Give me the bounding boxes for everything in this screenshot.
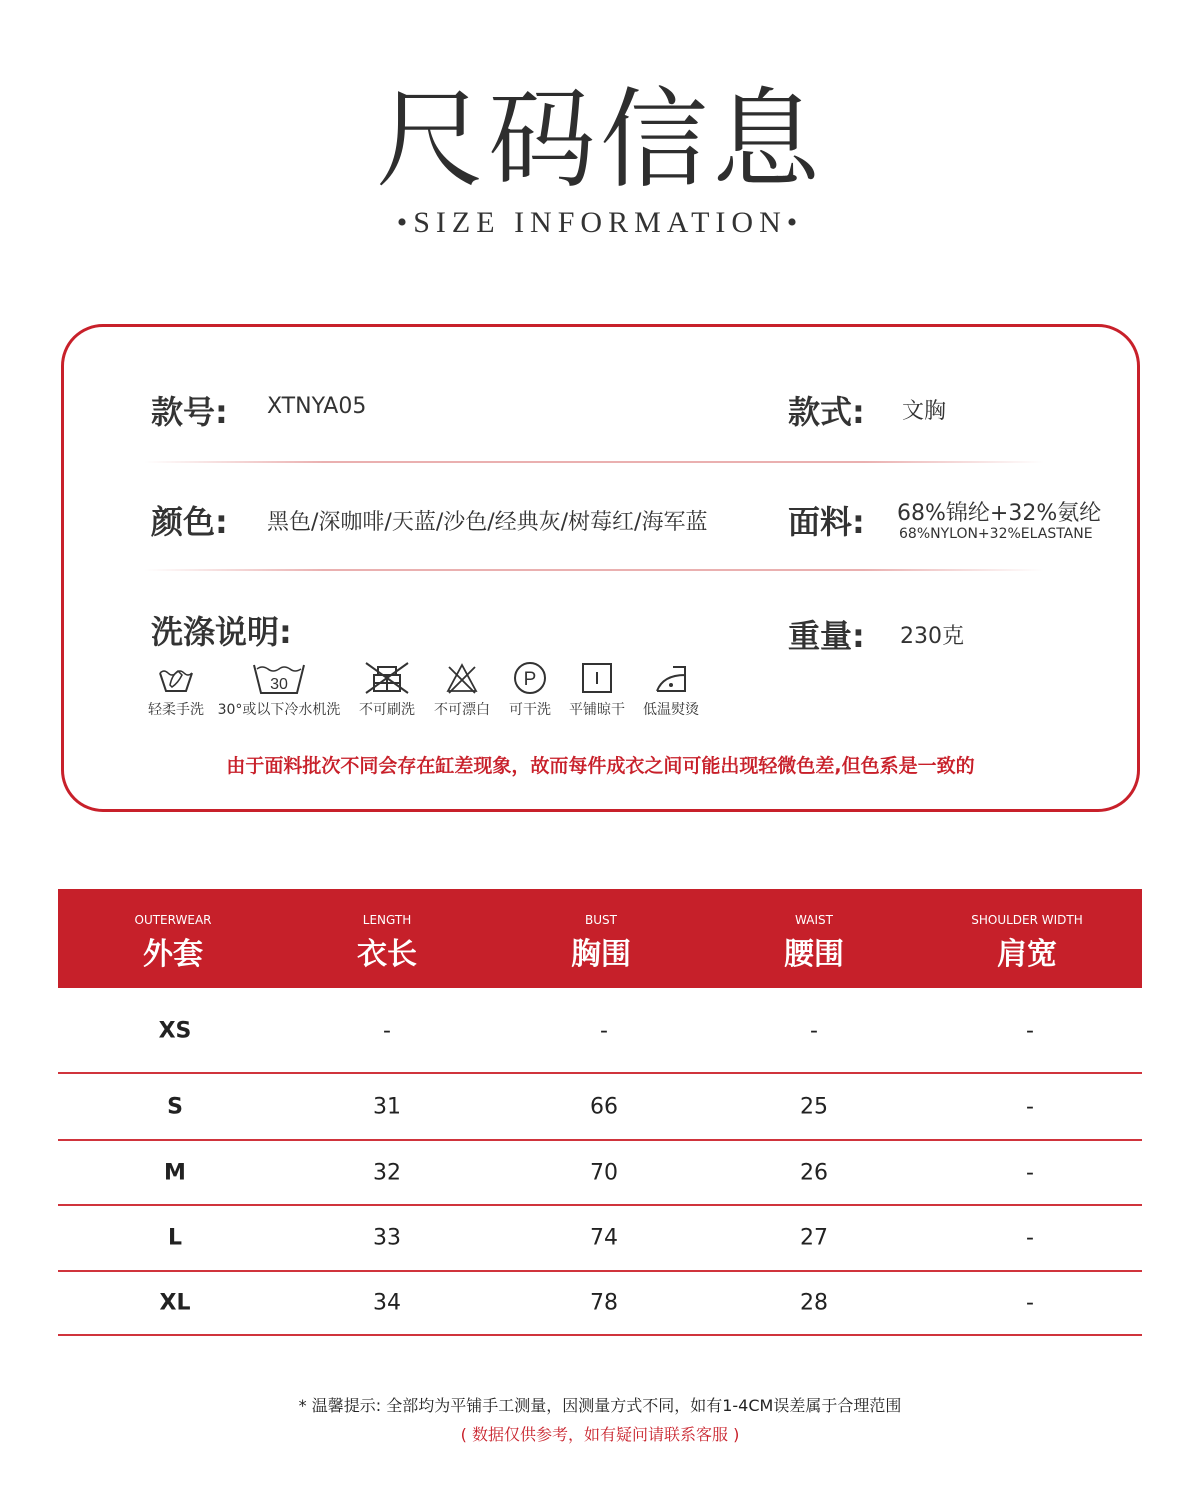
care-label-text: 平铺晾干 <box>569 702 625 718</box>
measurement-cell: - <box>1026 1094 1034 1119</box>
page-title: 尺码信息 <box>375 78 824 203</box>
divider <box>144 461 1044 463</box>
product-info-card <box>61 324 1140 812</box>
care-label-text: 30°或以下冷水机洗 <box>217 702 341 718</box>
fabric-en: 68%NYLON+32%ELASTANE <box>899 526 1093 542</box>
column-en: LENGTH <box>362 913 412 927</box>
measurement-cell: 33 <box>373 1225 401 1251</box>
machine-wash-30-icon <box>251 661 307 695</box>
color-variation-warning: 由于面料批次不同会存在缸差现象，故而每件成衣之间可能出现轻微色差,但色系是一致的 <box>226 755 975 777</box>
table-row <box>58 1272 1142 1336</box>
measurement-cell: 26 <box>800 1160 828 1185</box>
measurement-cell: 25 <box>800 1094 828 1119</box>
care-label-text: 不可刷洗 <box>359 702 415 718</box>
measurement-cell: 34 <box>373 1290 401 1316</box>
dry-flat-icon <box>580 661 614 695</box>
measurement-cell: 27 <box>800 1225 828 1251</box>
size-cell: XS <box>158 1018 192 1044</box>
care-label-text: 轻柔手洗 <box>148 702 204 718</box>
column-header-shoulder <box>927 889 1127 973</box>
no-bleach-icon <box>445 661 479 695</box>
style-no-label: 款号: <box>151 393 228 431</box>
measurement-cell: 70 <box>590 1160 618 1185</box>
measurement-cell: 31 <box>373 1094 401 1119</box>
care-label-text: 低温熨烫 <box>643 702 699 718</box>
fabric-cn: 68%锦纶+32%氨纶 <box>897 501 1102 526</box>
measurement-cell: 32 <box>373 1160 401 1185</box>
care-label-text: 可干洗 <box>509 702 551 718</box>
care-item <box>638 661 704 719</box>
care-item <box>214 661 344 719</box>
column-header-waist <box>714 889 914 973</box>
divider <box>144 569 1044 571</box>
care-item <box>354 661 420 719</box>
table-row <box>58 1141 1142 1206</box>
dry-clean-icon <box>513 661 547 695</box>
measurement-cell: - <box>1026 1290 1034 1316</box>
column-zh: 外套 <box>143 937 203 972</box>
column-zh: 胸围 <box>571 937 631 972</box>
care-item <box>430 661 494 719</box>
weight-label: 重量: <box>788 617 865 655</box>
table-row <box>58 1074 1142 1141</box>
type-value: 文胸 <box>902 399 947 424</box>
care-label-text: 不可漂白 <box>434 702 490 718</box>
page-subtitle: •SIZE INFORMATION• <box>396 206 804 239</box>
size-cell: M <box>164 1160 186 1185</box>
dry-clean-letter: P <box>523 669 537 690</box>
measurement-cell: - <box>810 1018 818 1044</box>
column-en: SHOULDER WIDTH <box>971 913 1083 927</box>
column-zh: 腰围 <box>784 937 844 972</box>
care-item <box>502 661 558 719</box>
reference-note: ( 数据仅供参考，如有疑问请联系客服 ) <box>460 1425 740 1444</box>
style-no-value: XTNYA05 <box>267 394 367 419</box>
column-en: WAIST <box>795 913 833 927</box>
fabric-label: 面料: <box>788 503 865 541</box>
table-row <box>58 1206 1142 1272</box>
column-header-length <box>287 889 487 973</box>
measurement-tip: * 温馨提示: 全部均为平铺手工测量，因测量方式不同，如有1-4CM误差属于合理范围 <box>298 1396 902 1415</box>
table-row <box>58 990 1142 1074</box>
type-label: 款式: <box>788 393 865 431</box>
column-en: OUTERWEAR <box>134 913 212 927</box>
color-label: 颜色: <box>151 503 228 541</box>
size-cell: L <box>167 1225 183 1251</box>
measurement-cell: - <box>1026 1160 1034 1185</box>
iron-low-icon <box>653 661 689 695</box>
size-table-header <box>58 889 1142 988</box>
measurement-cell: 74 <box>590 1225 618 1251</box>
column-zh: 衣长 <box>357 937 417 972</box>
care-item <box>144 661 208 719</box>
column-header-outerwear <box>73 889 273 973</box>
no-brush-icon <box>364 661 410 695</box>
measurement-cell: - <box>1026 1225 1034 1251</box>
measurement-cell: - <box>600 1018 608 1044</box>
weight-value: 230克 <box>900 624 964 649</box>
color-value: 黑色/深咖啡/天蓝/沙色/经典灰/树莓红/海军蓝 <box>267 510 708 535</box>
measurement-cell: 66 <box>590 1094 618 1119</box>
column-zh: 肩宽 <box>997 937 1057 972</box>
size-cell: XL <box>159 1290 191 1316</box>
care-label: 洗涤说明: <box>151 613 292 651</box>
column-en: BUST <box>585 913 617 927</box>
measurement-cell: 78 <box>590 1290 618 1316</box>
measurement-cell: - <box>1026 1018 1034 1044</box>
hand-wash-icon <box>156 661 196 695</box>
size-cell: S <box>167 1094 183 1119</box>
care-item <box>564 661 630 719</box>
measurement-cell: 28 <box>800 1290 828 1316</box>
column-header-bust <box>501 889 701 973</box>
wash-temp: 30 <box>270 676 288 693</box>
measurement-cell: - <box>383 1018 391 1044</box>
